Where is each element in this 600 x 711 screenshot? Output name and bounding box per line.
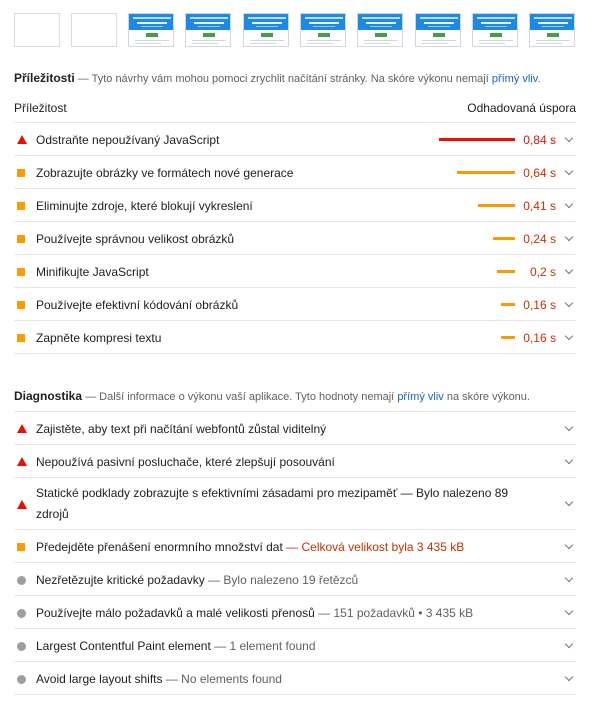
opportunity-row[interactable] <box>14 288 576 321</box>
diagnostics-description: — Další informace o výkonu vaší aplikace. Tyto hodnoty nemají <box>82 391 398 403</box>
frame-nav <box>534 17 572 19</box>
severity-shape <box>17 169 25 177</box>
fail-triangle-icon <box>17 135 27 144</box>
severity-shape <box>17 301 25 309</box>
diagnostic-detail: — 1 element found <box>210 639 316 653</box>
severity-shape <box>17 675 26 684</box>
opportunities-description: — Tyto návrhy vám mohou pomoci zrychlit načítání stránky. Na skóre výkonu nemají <box>74 73 492 85</box>
chevron-down-icon[interactable] <box>565 607 573 615</box>
savings-value: 0,2 s <box>529 265 556 279</box>
opportunity-label: Používejte efektivní kódování obrázků <box>36 298 239 312</box>
frame-heading <box>137 22 167 24</box>
opportunity-label: Minifikujte JavaScript <box>36 265 149 279</box>
frame-text-line <box>536 43 562 44</box>
savings-bar <box>457 171 515 174</box>
opportunity-row[interactable] <box>14 321 576 354</box>
direct-impact-link[interactable]: přímý vliv <box>491 73 538 85</box>
chevron-down-icon[interactable] <box>565 332 573 340</box>
savings-bar <box>478 204 515 207</box>
frame-text-line <box>135 40 169 41</box>
frame-heading <box>481 22 511 24</box>
diagnostic-row[interactable] <box>14 596 576 629</box>
average-square-icon <box>17 235 25 243</box>
chevron-down-icon[interactable] <box>565 423 573 431</box>
frame-button <box>261 33 273 37</box>
column-header-savings: Odhadovaná úspora <box>467 101 576 115</box>
opportunities-title: Příležitosti <box>14 71 75 85</box>
frame-button <box>547 33 559 37</box>
frame-text-line <box>479 43 505 44</box>
filmstrip-frame-screenshot <box>529 13 575 47</box>
diagnostic-detail: — 151 požadavků • 3 435 kB <box>314 606 474 620</box>
diagnostic-title: Nepoužívá pasivní posluchače, které zlepšují posouvání <box>36 455 335 469</box>
average-square-icon <box>17 301 25 309</box>
frame-text-line <box>422 43 448 44</box>
diagnostic-label <box>36 606 473 620</box>
savings-bar <box>497 270 515 273</box>
severity-shape <box>17 202 25 210</box>
chevron-down-icon[interactable] <box>565 266 573 274</box>
frame-nav <box>190 17 228 19</box>
frame-nav <box>477 17 515 19</box>
frame-button <box>490 33 502 37</box>
opportunity-label: Používejte správnou velikost obrázků <box>36 232 235 246</box>
savings-value: 0,16 s <box>523 331 556 345</box>
frame-text-line <box>479 40 513 41</box>
diagnostic-label <box>36 540 464 554</box>
diagnostic-label <box>36 573 358 587</box>
info-circle-icon <box>17 609 26 618</box>
opportunities-description-end: . <box>537 73 541 85</box>
diagnostic-row[interactable] <box>14 412 576 445</box>
diagnostic-row[interactable] <box>14 629 576 662</box>
frame-heading <box>252 22 282 24</box>
severity-shape <box>17 457 27 466</box>
frame-subheading <box>198 26 220 27</box>
diagnostic-title: Largest Contentful Paint element <box>36 639 211 653</box>
savings-value: 0,41 s <box>523 199 556 213</box>
diagnostic-row[interactable] <box>14 445 576 478</box>
frame-subheading <box>313 26 335 27</box>
frame-subheading <box>141 26 163 27</box>
chevron-down-icon[interactable] <box>565 134 573 142</box>
info-circle-icon <box>17 576 26 585</box>
frame-text-line <box>250 43 276 44</box>
average-square-icon <box>17 543 25 551</box>
frame-nav <box>133 17 171 19</box>
average-square-icon <box>17 169 25 177</box>
severity-shape <box>17 235 25 243</box>
filmstrip-frame-screenshot <box>415 13 461 47</box>
filmstrip-frame-blank <box>14 13 60 47</box>
frame-nav <box>305 17 343 19</box>
filmstrip-frame-screenshot <box>357 13 403 47</box>
opportunity-label: Zapněte kompresi textu <box>36 331 162 345</box>
frame-heading <box>309 22 339 24</box>
severity-shape <box>17 642 26 651</box>
frame-text-line <box>307 40 341 41</box>
severity-shape <box>17 135 27 144</box>
frame-nav <box>248 17 286 19</box>
diagnostic-title: Zajistěte, aby text při načítání webfontů zůstal viditelný <box>36 422 327 436</box>
info-circle-icon <box>17 675 26 684</box>
frame-text-line <box>364 40 398 41</box>
frame-text-line <box>192 40 226 41</box>
opportunity-row[interactable] <box>14 255 576 288</box>
savings-value: 0,64 s <box>523 166 556 180</box>
frame-heading <box>194 22 224 24</box>
filmstrip <box>14 13 586 49</box>
diagnostics-description-end: na skóre výkonu. <box>443 391 530 403</box>
frame-header <box>416 14 460 30</box>
frame-button <box>203 33 215 37</box>
opportunity-row[interactable] <box>14 222 576 255</box>
diagnostic-title: Používejte málo požadavků a malé velikosti přenosů <box>36 606 315 620</box>
diagnostic-label <box>36 672 282 686</box>
chevron-down-icon[interactable] <box>565 299 573 307</box>
frame-text-line <box>135 43 161 44</box>
frame-header <box>530 14 574 30</box>
frame-button <box>318 33 330 37</box>
frame-header <box>186 14 230 30</box>
average-square-icon <box>17 268 25 276</box>
frame-text-line <box>364 43 390 44</box>
severity-shape <box>17 334 25 342</box>
diagnostic-label <box>36 422 326 436</box>
fail-triangle-icon <box>17 457 27 466</box>
diagnostic-title: Avoid large layout shifts <box>36 672 163 686</box>
diagnostic-label <box>36 483 536 525</box>
frame-heading <box>538 22 568 24</box>
opportunity-row[interactable] <box>14 156 576 189</box>
frame-header <box>244 14 288 30</box>
filmstrip-frame-screenshot <box>185 13 231 47</box>
savings-bar <box>493 237 515 240</box>
diagnostics-title: Diagnostika <box>14 389 83 403</box>
frame-nav <box>420 17 458 19</box>
chevron-down-icon[interactable] <box>565 498 573 506</box>
severity-shape <box>17 609 26 618</box>
chevron-down-icon[interactable] <box>565 167 573 175</box>
average-square-icon <box>17 202 25 210</box>
filmstrip-frame-screenshot <box>243 13 289 47</box>
frame-button <box>433 33 445 37</box>
chevron-down-icon[interactable] <box>565 574 573 582</box>
diagnostic-detail: — Bylo nalezeno 19 řetězců <box>204 573 359 587</box>
opportunity-label: Odstraňte nepoužívaný JavaScript <box>36 133 220 147</box>
frame-header <box>129 14 173 30</box>
frame-subheading <box>542 26 564 27</box>
frame-text-line <box>307 43 333 44</box>
diagnostics-header <box>14 389 530 403</box>
frame-subheading <box>485 26 507 27</box>
frame-header <box>358 14 402 30</box>
diagnostic-label <box>36 639 316 653</box>
frame-button <box>375 33 387 37</box>
info-circle-icon <box>17 642 26 651</box>
fail-triangle-icon <box>17 424 27 433</box>
average-square-icon <box>17 334 25 342</box>
frame-header <box>473 14 517 30</box>
opportunity-row[interactable] <box>14 123 576 156</box>
diagnostic-row[interactable] <box>14 662 576 695</box>
savings-value: 0,16 s <box>523 298 556 312</box>
opportunities-header <box>14 71 541 85</box>
chevron-down-icon[interactable] <box>565 640 573 648</box>
direct-impact-link[interactable]: přímý vliv <box>397 391 444 403</box>
chevron-down-icon[interactable] <box>565 673 573 681</box>
savings-value: 0,84 s <box>523 133 556 147</box>
filmstrip-frame-screenshot <box>472 13 518 47</box>
severity-shape <box>17 576 26 585</box>
chevron-down-icon[interactable] <box>565 233 573 241</box>
column-header-opportunity: Příležitost <box>14 101 67 115</box>
savings-bar <box>439 138 515 141</box>
diagnostic-title: Statické podklady zobrazujte s efektivními zásadami pro mezipaměť <box>36 486 398 500</box>
diagnostic-detail: — Celková velikost byla 3 435 kB <box>282 540 465 554</box>
severity-shape <box>17 268 25 276</box>
diagnostic-row[interactable] <box>14 478 576 530</box>
opportunity-label: Eliminujte zdroje, které blokují vykreslení <box>36 199 253 213</box>
chevron-down-icon[interactable] <box>565 200 573 208</box>
filmstrip-frame-blank <box>71 13 117 47</box>
frame-button <box>146 33 158 37</box>
diagnostic-detail: — No elements found <box>162 672 282 686</box>
filmstrip-frame-screenshot <box>128 13 174 47</box>
frame-nav <box>362 17 400 19</box>
frame-heading <box>366 22 396 24</box>
diagnostic-label <box>36 455 335 469</box>
opportunity-row[interactable] <box>14 189 576 222</box>
frame-subheading <box>256 26 278 27</box>
filmstrip-frame-screenshot <box>300 13 346 47</box>
severity-shape <box>17 424 27 433</box>
savings-bar <box>501 303 515 306</box>
frame-text-line <box>536 40 570 41</box>
frame-header <box>301 14 345 30</box>
chevron-down-icon[interactable] <box>565 456 573 464</box>
diagnostic-title: Předejděte přenášení enormního množství dat <box>36 540 283 554</box>
frame-subheading <box>370 26 392 27</box>
savings-bar <box>501 336 515 339</box>
frame-text-line <box>192 43 218 44</box>
chevron-down-icon[interactable] <box>565 541 573 549</box>
diagnostic-row[interactable] <box>14 563 576 596</box>
savings-value: 0,24 s <box>523 232 556 246</box>
diagnostic-detail: — Bylo nalezeno 89 zdrojů <box>36 486 509 521</box>
diagnostic-row[interactable] <box>14 530 576 563</box>
diagnostic-title: Nezřetězujte kritické požadavky <box>36 573 205 587</box>
severity-shape <box>17 500 27 509</box>
fail-triangle-icon <box>17 500 27 509</box>
frame-subheading <box>428 26 450 27</box>
opportunity-label: Zobrazujte obrázky ve formátech nové generace <box>36 166 294 180</box>
severity-shape <box>17 543 25 551</box>
frame-text-line <box>422 40 456 41</box>
frame-heading <box>424 22 454 24</box>
frame-text-line <box>250 40 284 41</box>
